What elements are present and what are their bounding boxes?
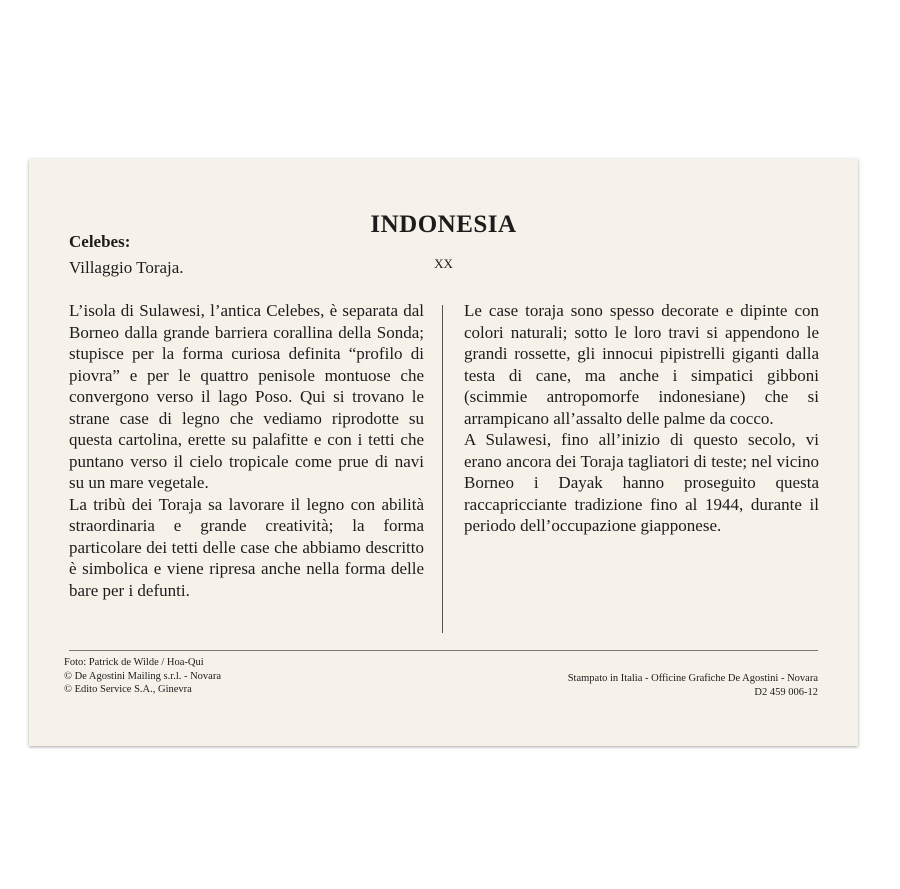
page-title: INDONESIA: [370, 211, 517, 238]
column-divider: [442, 305, 443, 633]
credits-block: [64, 656, 221, 697]
left-text-column: [69, 300, 424, 601]
postcard-back: [29, 159, 858, 746]
right-text-column: [464, 300, 819, 537]
copyright-line-1: © De Agostini Mailing s.r.l. - Novara: [64, 670, 222, 682]
place-heading: Celebes:: [69, 232, 131, 251]
footer-rule: [69, 650, 818, 651]
printer-block: [568, 672, 818, 699]
right-paragraph-1: Le case toraja sono spesso decorate e dipinte con colori naturali; sotto le loro travi si appendono le grandi rossette, gli innocui pipistrelli giganti dalla testa di cane, ma anche i simpatici gibboni (scimmie antropomorfe indonesiane) che si arrampicano all’assalto delle palme da cocco.: [464, 301, 819, 428]
right-paragraph-2: A Sulawesi, fino all’inizio di questo secolo, vi erano ancora dei Toraja tagliatori di teste; nel vicino Borneo i Dayak hanno proseguito questa raccapricciante tradizione fino al 1944, durante il periodo dell’occupazione giapponese.: [464, 430, 819, 535]
series-code: XX: [434, 256, 453, 271]
left-paragraph-2: La tribù dei Toraja sa lavorare il legno con abilità straordinaria e grande creatività; la forma particolare dei tetti delle case che abbiamo descritto è simbolica e viene ripresa anche nella forma delle bare per i defunti.: [69, 494, 424, 600]
subject-caption: Villaggio Toraja.: [69, 258, 184, 277]
photo-credit: Foto: Patrick de Wilde / Hoa-Qui: [64, 657, 204, 668]
product-code: D2 459 006-12: [754, 686, 818, 698]
printer-line: Stampato in Italia - Officine Grafiche De Agostini - Novara: [567, 673, 818, 684]
copyright-line-2: © Edito Service S.A., Ginevra: [64, 684, 192, 695]
left-paragraph-1: L’isola di Sulawesi, l’antica Celebes, è separata dal Borneo dalla grande barriera corallina della Sonda; stupisce per la forma curiosa definita “profilo di piovra” e per le quattro penisole montuose che convergono verso il lago Poso. Qui si trovano le strane case di legno che vediamo riprodotte su questa cartolina, erette su palafitte e con i tetti che puntano verso il cielo tropicale come prue di navi su un mare vegetale.: [69, 301, 424, 492]
